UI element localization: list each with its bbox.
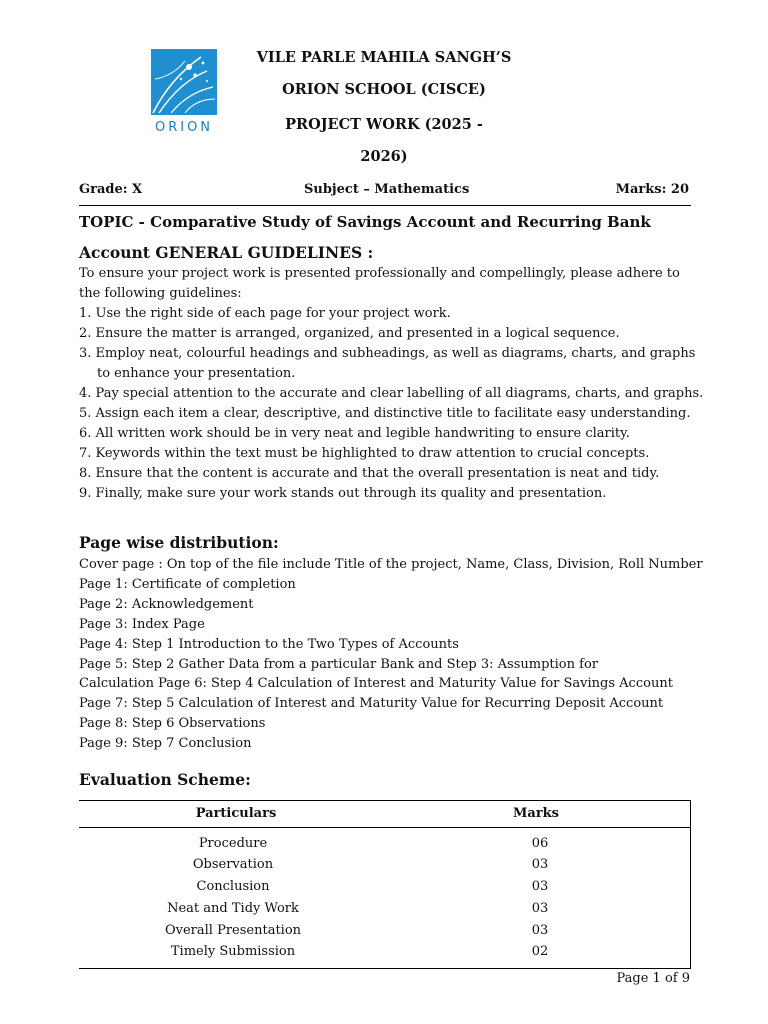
distribution-line: Cover page : On top of the file include Title of the project, Name, Class, Division, Roll Number xyxy=(79,557,703,572)
header-divider xyxy=(79,205,691,206)
column-header-marks: Marks xyxy=(513,806,559,821)
guidelines-intro: To ensure your project work is presented professionally and compellingly, please adhere to xyxy=(79,266,680,281)
distribution-line: Page 8: Step 6 Observations xyxy=(79,716,266,731)
distribution-line: Page 5: Step 2 Gather Data from a particular Bank and Step 3: Assumption for xyxy=(79,657,598,672)
distribution-line: Calculation Page 6: Step 4 Calculation of Interest and Maturity Value for Savings Account xyxy=(79,676,673,691)
project-title-year: 2026) xyxy=(360,148,408,165)
marks-cell: 03 xyxy=(531,879,549,894)
marks-cell: 03 xyxy=(531,923,549,938)
distribution-line: Page 9: Step 7 Conclusion xyxy=(79,736,252,751)
school-logo xyxy=(151,49,217,138)
table-top-border xyxy=(79,800,691,801)
distribution-line: Page 2: Acknowledgement xyxy=(79,597,254,612)
guideline-item: 9. Finally, make sure your work stands out through its quality and presentation. xyxy=(79,486,607,501)
distribution-line: Page 7: Step 5 Calculation of Interest and Maturity Value for Recurring Deposit Account xyxy=(79,696,664,711)
column-header-particulars: Particulars xyxy=(195,806,277,821)
table-bottom-border xyxy=(79,968,691,969)
school-name: ORION SCHOOL (CISCE) xyxy=(282,81,486,98)
topic-heading: TOPIC - Comparative Study of Savings Account and Recurring Bank xyxy=(79,213,651,231)
particular-cell: Conclusion xyxy=(196,879,270,894)
logo-emblem xyxy=(151,49,217,115)
logo-wordmark: ORION xyxy=(154,120,214,135)
marks-cell: 03 xyxy=(531,901,549,916)
guideline-item: 7. Keywords within the text must be highlighted to draw attention to crucial concepts. xyxy=(79,446,650,461)
guideline-item-continued: to enhance your presentation. xyxy=(97,366,296,381)
guideline-item: 6. All written work should be in very neat and legible handwriting to ensure clarity. xyxy=(79,426,630,441)
particular-cell: Overall Presentation xyxy=(164,923,302,938)
particular-cell: Timely Submission xyxy=(170,944,296,959)
guideline-item: 2. Ensure the matter is arranged, organized, and presented in a logical sequence. xyxy=(79,326,620,341)
evaluation-heading: Evaluation Scheme: xyxy=(79,770,251,789)
grade-label: Grade: X xyxy=(79,182,143,197)
marks-cell: 02 xyxy=(531,944,549,959)
particular-cell: Neat and Tidy Work xyxy=(167,901,299,916)
distribution-line: Page 1: Certificate of completion xyxy=(79,577,296,592)
table-right-border xyxy=(690,800,691,968)
guideline-item: 1. Use the right side of each page for your project work. xyxy=(79,306,451,321)
marks-cell: 03 xyxy=(531,857,549,872)
marks-label: Marks: 20 xyxy=(615,182,689,197)
distribution-line: Page 4: Step 1 Introduction to the Two Types of Accounts xyxy=(79,637,459,652)
particular-cell: Observation xyxy=(192,857,274,872)
table-header-border xyxy=(79,827,691,828)
distribution-heading: Page wise distribution: xyxy=(79,533,279,552)
school-trust-name: VILE PARLE MAHILA SANGH’S xyxy=(256,49,512,66)
particular-cell: Procedure xyxy=(198,836,268,851)
guidelines-intro: the following guidelines: xyxy=(79,286,242,301)
project-title: PROJECT WORK (2025 - xyxy=(285,116,483,133)
distribution-line: Page 3: Index Page xyxy=(79,617,205,632)
guidelines-heading: Account GENERAL GUIDELINES : xyxy=(79,243,374,262)
guideline-item: 4. Pay special attention to the accurate and clear labelling of all diagrams, charts, and graphs. xyxy=(79,386,704,401)
page-number: Page 1 of 9 xyxy=(616,971,690,986)
guideline-item: 5. Assign each item a clear, descriptive, and distinctive title to facilitate easy understanding. xyxy=(79,406,691,421)
guideline-item: 3. Employ neat, colourful headings and subheadings, as well as diagrams, charts, and graphs xyxy=(79,346,696,361)
guideline-item: 8. Ensure that the content is accurate and that the overall presentation is neat and tidy. xyxy=(79,466,660,481)
subject-label: Subject – Mathematics xyxy=(304,182,470,197)
marks-cell: 06 xyxy=(531,836,549,851)
